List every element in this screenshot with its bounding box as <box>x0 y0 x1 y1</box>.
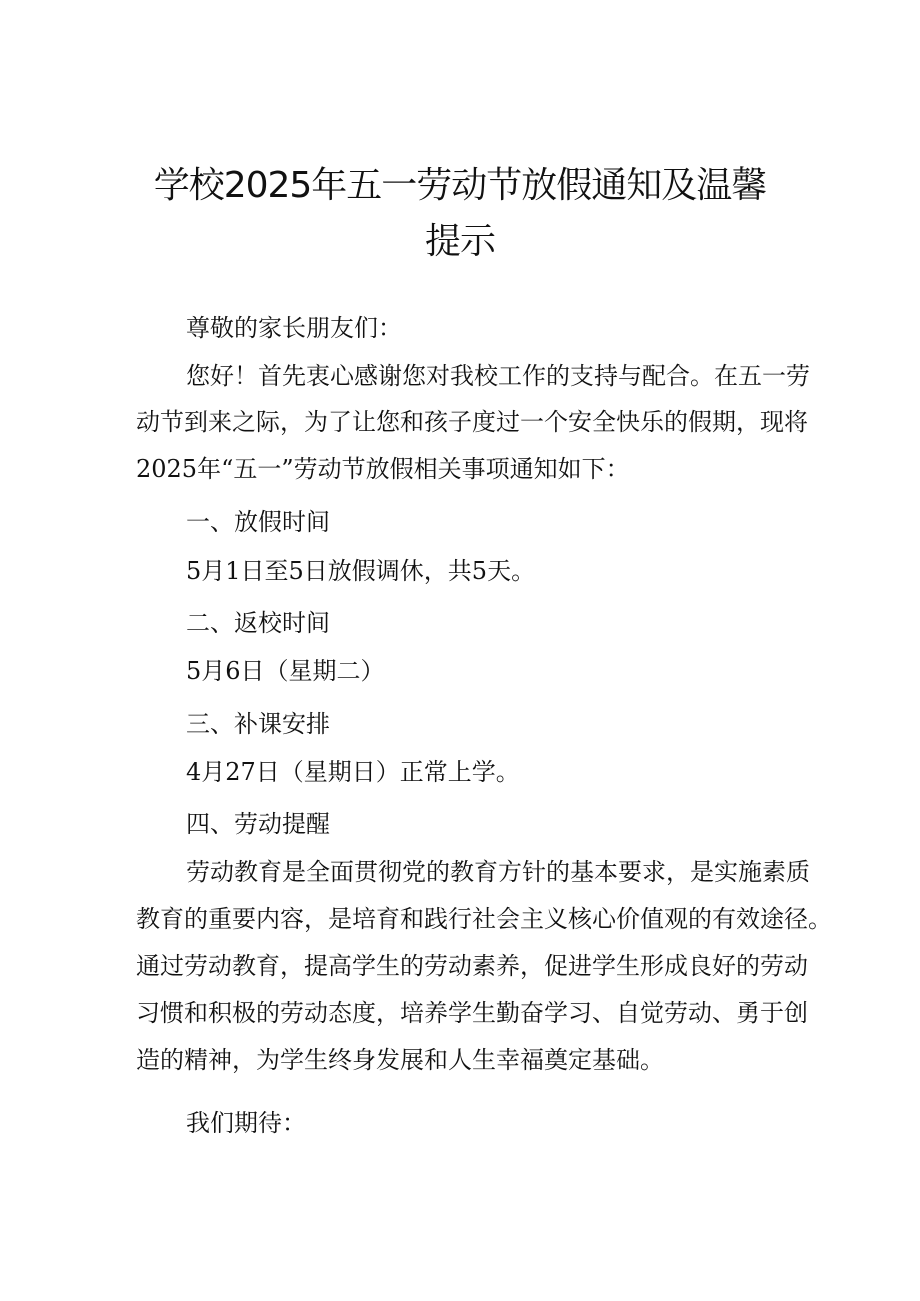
paragraph-line: 教育的重要内容，是培育和践行社会主义核心价值观的有效途径。 <box>136 905 832 933</box>
intro-line-2: 动节到来之际，为了让您和孩子度过一个安全快乐的假期，现将 <box>136 408 808 436</box>
section-heading-makeup-class: 三、补课安排 <box>186 710 330 738</box>
section-heading-return-time: 二、返校时间 <box>186 609 330 637</box>
section-text-holiday-time: 5月1日至5日放假调休，共5天。 <box>186 557 536 585</box>
document-title: 学校2025年五一劳动节放假通知及温馨提示 <box>153 165 767 262</box>
salutation: 尊敬的家长朋友们： <box>186 314 402 342</box>
paragraph-line: 习惯和积极的劳动态度，培养学生勤奋学习、自觉劳动、勇于创 <box>136 999 808 1027</box>
closing-line: 我们期待： <box>186 1109 306 1137</box>
intro-line-1: 您好！首先衷心感谢您对我校工作的支持与配合。在五一劳 <box>186 362 810 390</box>
intro-line-3: 2025年“五一”劳动节放假相关事项通知如下： <box>136 455 630 483</box>
section-text-return-time: 5月6日（星期二） <box>186 657 385 685</box>
section-text-makeup-class: 4月27日（星期日）正常上学。 <box>186 758 520 786</box>
section-heading-holiday-time: 一、放假时间 <box>186 508 330 536</box>
paragraph-line: 通过劳动教育，提高学生的劳动素养，促进学生形成良好的劳动 <box>136 952 808 980</box>
section-heading-labor-reminder: 四、劳动提醒 <box>186 810 330 838</box>
paragraph-line: 劳动教育是全面贯彻党的教育方针的基本要求，是实施素质 <box>186 858 810 886</box>
paragraph-line: 造的精神，为学生终身发展和人生幸福奠定基础。 <box>136 1046 664 1074</box>
